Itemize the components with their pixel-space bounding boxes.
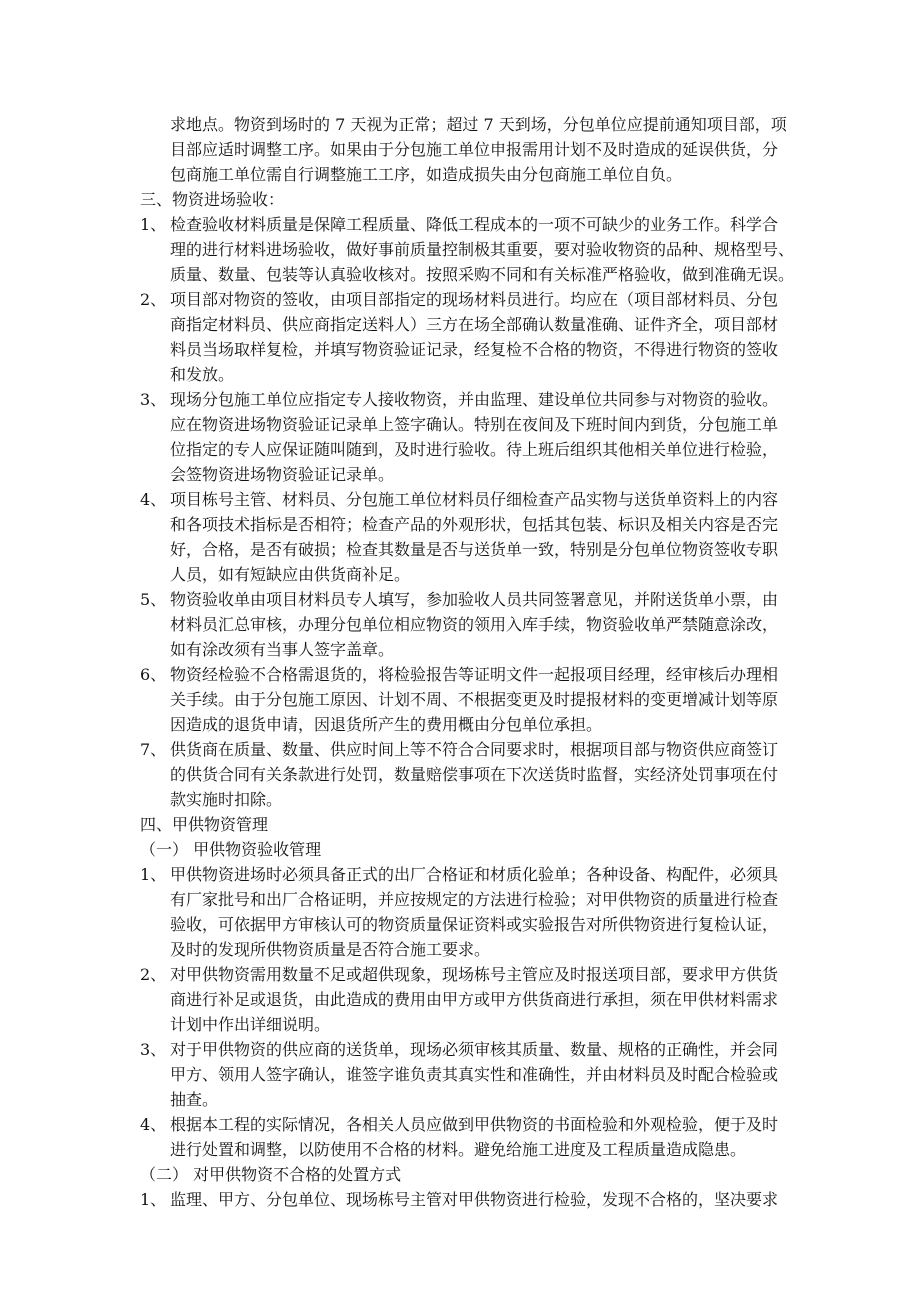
paragraph-line: 的供货合同有关条款进行处罚，数量赔偿事项在下次送货时监督，实经济处罚事项在付 — [170, 765, 779, 784]
paragraph-line: 商进行补足或退货，由此造成的费用由甲方或甲方供货商进行承担，须在甲供材料需求 — [170, 990, 779, 1009]
item-number: 7、 — [140, 740, 167, 759]
paragraph-line: 商指定材料员、供应商指定送料人）三方在场全部确认数量准确、证件齐全，项目部材 — [170, 315, 779, 334]
lead-paragraph-line: 求地点。物资到场时的 7 天视为正常；超过 7 天到场，分包单位应提前通知项目部，项 — [170, 115, 787, 134]
item-number: 5、 — [140, 590, 167, 609]
paragraph-line: 现场分包施工单位应指定专人接收物资，并由监理、建设单位共同参与对物资的验收。 — [170, 390, 779, 409]
paragraph-line: 对于甲供物资的供应商的送货单，现场必须审核其质量、数量、规格的正确性，并会同 — [170, 1040, 779, 1059]
item-number: 3、 — [140, 1040, 167, 1059]
paragraph-line: 项目部对物资的签收，由项目部指定的现场材料员进行。均应在（项目部材料员、分包 — [170, 290, 779, 309]
paragraph-line: 好，合格，是否有破损；检查其数量是否与送货单一致，特别是分包单位物资签收专职 — [170, 540, 779, 559]
paragraph-line: 及时的发现所供物资质量是否符合施工要求。 — [170, 940, 491, 959]
paragraph-line: 抽查。 — [170, 1090, 219, 1109]
paragraph-line: 因造成的退货申请，因退货所产生的费用概由分包单位承担。 — [170, 715, 603, 734]
paragraph-line: 位指定的专人应保证随叫随到，及时进行验收。待上班后组织其他相关单位进行检验， — [170, 440, 779, 459]
item-number: 1、 — [140, 865, 167, 884]
paragraph-line: 关手续。由于分包施工原因、计划不周、不根据变更及时提报材料的变更增减计划等原 — [170, 690, 779, 709]
paragraph-line: 和发放。 — [170, 365, 235, 384]
paragraph-line: 甲供物资进场时必须具备正式的出厂合格证和材质化验单；各种设备、构配件，必须具 — [170, 865, 779, 884]
item-number: 3、 — [140, 390, 167, 409]
paragraph-line: 款实施时扣除。 — [170, 790, 283, 809]
paragraph-line: 质量、数量、包装等认真验收核对。按照采购不同和有关标准严格验收，做到准确无误。 — [170, 265, 795, 284]
paragraph-line: 对甲供物资需用数量不足或超供现象，现场栋号主管应及时报送项目部，要求甲方供货 — [170, 965, 779, 984]
item-number: 2、 — [140, 965, 167, 984]
section-3-heading: 三、物资进场验收： — [140, 190, 285, 209]
subsection-heading: （二） 对甲供物资不合格的处置方式 — [140, 1165, 402, 1184]
paragraph-line: 物资经检验不合格需退货的，将检验报告等证明文件一起报项目经理，经审核后办理相 — [170, 665, 779, 684]
item-number: 4、 — [140, 1115, 167, 1134]
paragraph-line: 和各项技术指标是否相符；检查产品的外观形状，包括其包装、标识及相关内容是否完 — [170, 515, 779, 534]
paragraph-line: 应在物资进场物资验证记录单上签字确认。特别在夜间及下班时间内到货，分包施工单 — [170, 415, 779, 434]
section-4-heading: 四、甲供物资管理 — [140, 815, 269, 834]
item-number: 4、 — [140, 490, 167, 509]
paragraph-line: 有厂家批号和出厂合格证明，并应按规定的方法进行检验；对甲供物资的质量进行检查 — [170, 890, 779, 909]
item-number: 1、 — [140, 215, 167, 234]
paragraph-line: 计划中作出详细说明。 — [170, 1015, 331, 1034]
subsection-heading: （一） 甲供物资验收管理 — [140, 840, 322, 859]
paragraph-line: 物资验收单由项目材料员专人填写，参加验收人员共同签署意见，并附送货单小票，由 — [170, 590, 779, 609]
paragraph-line: 检查验收材料质量是保障工程质量、降低工程成本的一项不可缺少的业务工作。科学合 — [170, 215, 779, 234]
item-number: 2、 — [140, 290, 167, 309]
paragraph-line: 监理、甲方、分包单位、现场栋号主管对甲供物资进行检验，发现不合格的，坚决要求 — [170, 1190, 779, 1209]
paragraph-line: 如有涂改须有当事人签字盖章。 — [170, 640, 395, 659]
paragraph-line: 甲方、领用人签字确认，谁签字谁负责其真实性和准确性，并由材料员及时配合检验或 — [170, 1065, 779, 1084]
paragraph-line: 验收，可依据甲方审核认可的物资质量保证资料或实验报告对所供物资进行复检认证， — [170, 915, 779, 934]
paragraph-line: 料员当场取样复检，并填写物资验证记录，经复检不合格的物资，不得进行物资的签收 — [170, 340, 779, 359]
paragraph-line: 材料员汇总审核，办理分包单位相应物资的领用入库手续，物资验收单严禁随意涂改， — [170, 615, 779, 634]
item-number: 1、 — [140, 1190, 167, 1209]
paragraph-line: 根据本工程的实际情况，各相关人员应做到甲供物资的书面检验和外观检验，便于及时 — [170, 1115, 779, 1134]
lead-paragraph-line: 包商施工单位需自行调整施工工序，如造成损失由分包商施工单位自负。 — [170, 165, 683, 184]
paragraph-line: 进行处置和调整，以防使用不合格的材料。避免给施工进度及工程质量造成隐患。 — [170, 1140, 747, 1159]
paragraph-line: 项目栋号主管、材料员、分包施工单位材料员仔细检查产品实物与送货单资料上的内容 — [170, 490, 779, 509]
paragraph-line: 会签物资进场物资验证记录单。 — [170, 465, 395, 484]
paragraph-line: 人员，如有短缺应由供货商补足。 — [170, 565, 411, 584]
lead-paragraph-line: 目部应适时调整工序。如果由于分包施工单位申报需用计划不及时造成的延误供货，分 — [170, 140, 779, 159]
item-number: 6、 — [140, 665, 167, 684]
paragraph-line: 供货商在质量、数量、供应时间上等不符合合同要求时，根据项目部与物资供应商签订 — [170, 740, 779, 759]
paragraph-line: 理的进行材料进场验收，做好事前质量控制极其重要，要对验收物资的品种、规格型号、 — [170, 240, 795, 259]
